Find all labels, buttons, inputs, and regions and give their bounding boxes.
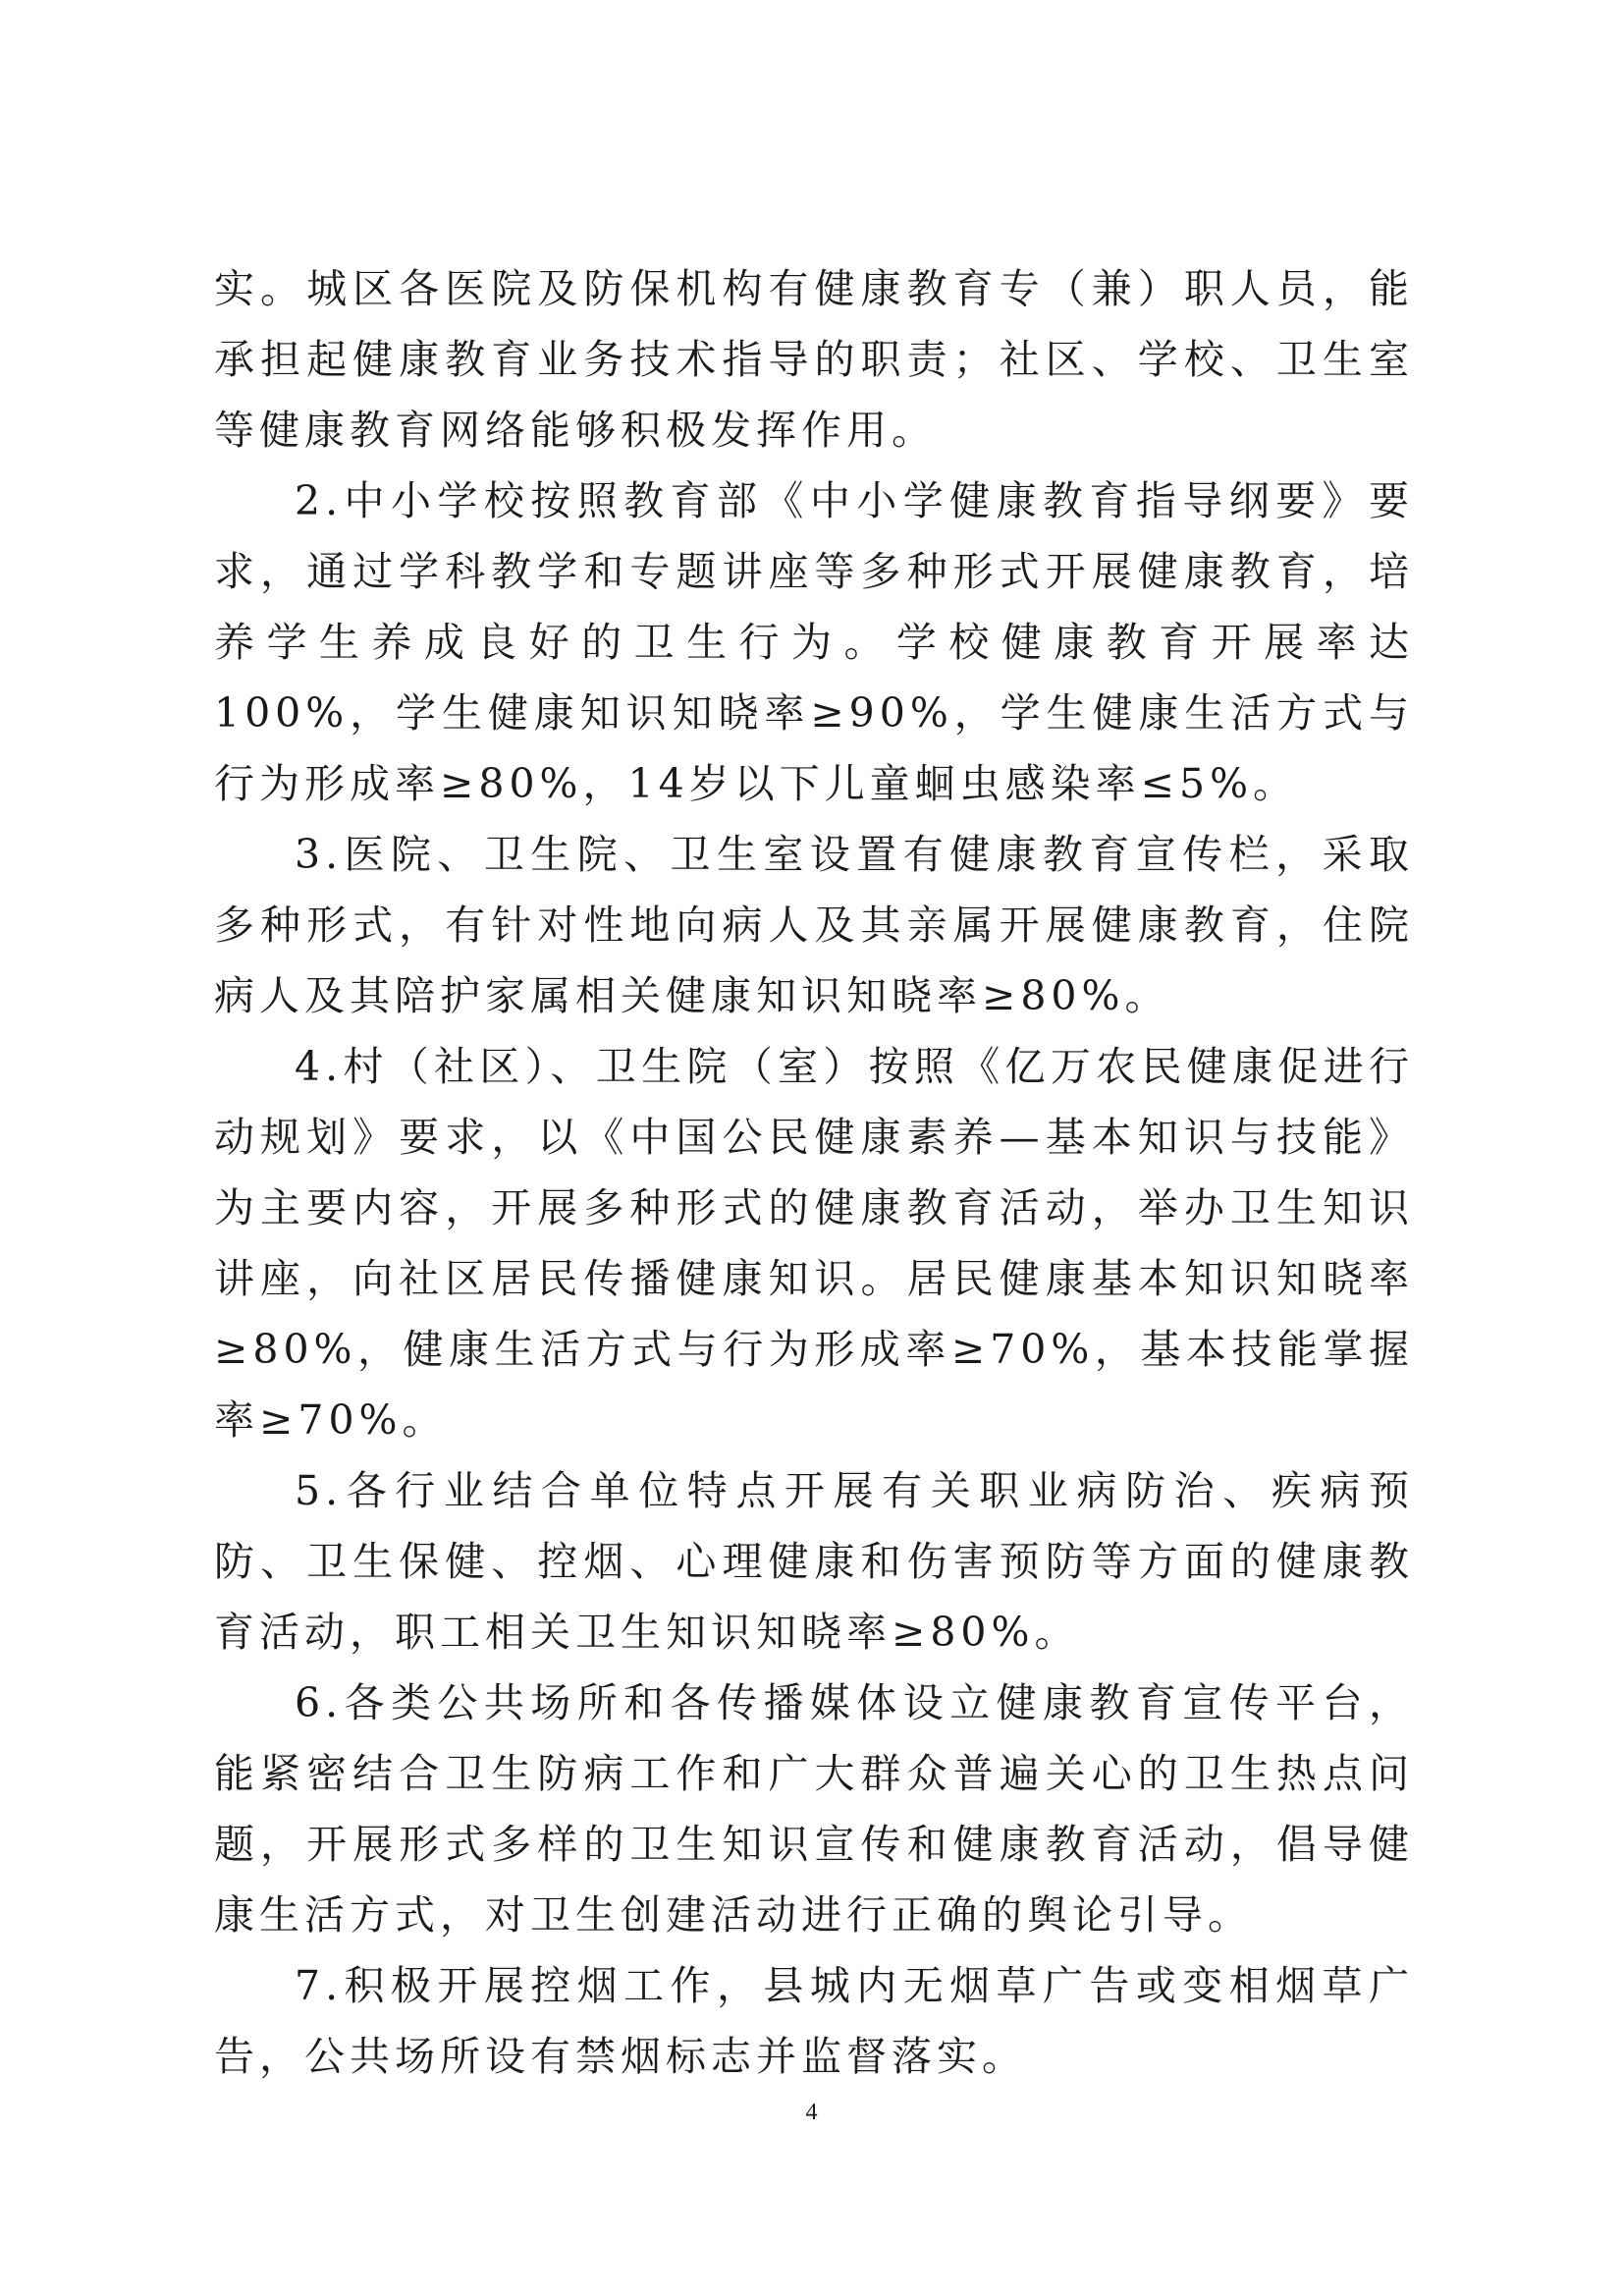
paragraph-item-7: 7.积极开展控烟工作，县城内无烟草广告或变相烟草广告，公共场所设有禁烟标志并监督落实。 — [214, 1962, 1414, 2080]
paragraph-item-2: 2.中小学校按照教育部《中小学健康教育指导纲要》要求，通过学科教学和专题讲座等多种形式开展健康教育，培养学生养成良好的卫生行为。学校健康教育开展率达100%，学生健康知识知晓率≥90%，学生健康生活方式与行为形成率≥80%，14岁以下儿童蛔虫感染率≤5%。 — [214, 477, 1414, 807]
paragraph-item-6: 6.各类公共场所和各传播媒体设立健康教育宣传平台，能紧密结合卫生防病工作和广大群众普遍关心的卫生热点问题，开展形式多样的卫生知识宣传和健康教育活动，倡导健康生活方式，对卫生创建活动进行正确的舆论引导。 — [214, 1679, 1414, 1939]
paragraph-continuation: 实。城区各医院及防保机构有健康教育专（兼）职人员，能承担起健康教育业务技术指导的职责；社区、学校、卫生室等健康教育网络能够积极发挥作用。 — [214, 265, 1414, 454]
paragraph-item-3: 3.医院、卫生院、卫生室设置有健康教育宣传栏，采取多种形式，有针对性地向病人及其亲属开展健康教育，住院病人及其陪护家属相关健康知识知晓率≥80%。 — [214, 831, 1414, 1019]
paragraph-item-4: 4.村（社区）、卫生院（室）按照《亿万农民健康促进行动规划》要求，以《中国公民健康素养—基本知识与技能》为主要内容，开展多种形式的健康教育活动，举办卫生知识讲座，向社区居民传播健康知识。居民健康基本知识知晓率≥80%，健康生活方式与行为形成率≥70%，基本技能掌握率≥70%。 — [214, 1043, 1414, 1444]
document-body — [214, 253, 1414, 2092]
page-number: 4 — [805, 2100, 818, 2125]
paragraph-item-5: 5.各行业结合单位特点开展有关职业病防治、疾病预防、卫生保健、控烟、心理健康和伤害预防等方面的健康教育活动，职工相关卫生知识知晓率≥80%。 — [214, 1467, 1414, 1656]
